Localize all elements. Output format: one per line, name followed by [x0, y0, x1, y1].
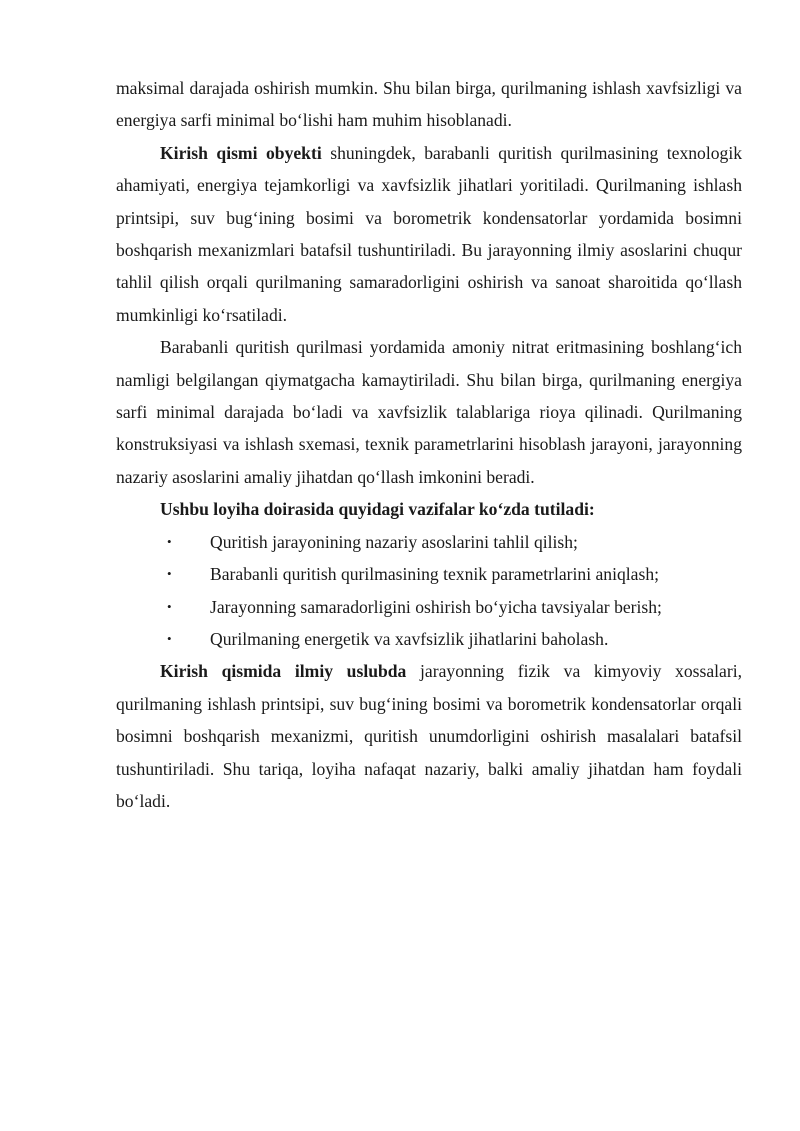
bullet-icon: • [167, 566, 172, 582]
list-item-text: Jarayonning samaradorligini oshirish bo‘yicha tavsiyalar berish; [210, 596, 662, 617]
bullet-icon: • [167, 533, 172, 549]
paragraph-object [116, 137, 742, 331]
paragraph-lead-bold: Kirish qismida ilmiy uslubda [160, 661, 407, 682]
tasks-list [116, 526, 742, 656]
list-item-text: Barabanli quritish qurilmasining texnik parametrlarini aniqlash; [210, 564, 660, 585]
list-item [116, 591, 742, 623]
bullet-icon: • [167, 630, 172, 646]
paragraph-drum-dryer: Barabanli quritish qurilmasi yordamida amoniy nitrat eritmasining boshlang‘ich namligi belgilangan qiymatgacha kamaytiriladi. Shu bilan birga, qurilmaning energiya sarfi minimal darajada bo‘ladi va xavfsizlik talablariga rioya qilinadi. Qurilmaning konstruksiyasi va ishlash sxemasi, texnik parametrlarini hisoblash jarayoni, jarayonning nazariy asoslarini amaliy jihatdan qo‘llash imkonini beradi. [116, 337, 742, 487]
paragraph-continuation: maksimal darajada oshirish mumkin. Shu bilan birga, qurilmaning ishlash xavfsizligi va energiya sarfi minimal bo‘lishi ham muhim hisoblanadi. [116, 78, 742, 131]
list-item [116, 623, 742, 655]
paragraph-scientific-style [116, 655, 742, 817]
paragraph-text: shuningdek, barabanli quritish qurilmasining texnologik ahamiyati, energiya tejamkorligi va xavfsizlik jihatlari yoritiladi. Qurilmaning ishlash printsipi, suv bug‘ining bosimi va borometrik kondensatorlar yordamida bosimni boshqarish mexanizmlari batafsil tushuntiriladi. Bu jarayonning ilmiy asoslarini chuqur tahlil qilish orqali qurilmaning samaradorligini oshirish va sanoat sharoitida qo‘llash mumkinligi ko‘rsatiladi. [116, 142, 743, 325]
tasks-heading: Ushbu loyiha doirasida quyidagi vazifalar ko‘zda tutiladi: [160, 499, 595, 520]
bullet-icon: • [167, 598, 172, 614]
paragraph-text: jarayonning fizik va kimyoviy xossalari, qurilmaning ishlash printsipi, suv bug‘ining bosimi va borometrik kondensatorlar orqali bosimni boshqarish mexanizmi, quritish unumdorligini oshirish masalalari batafsil tushuntiriladi. Shu tariqa, loyiha nafaqat nazariy, balki amaliy jihatdan ham foydali bo‘ladi. [116, 661, 742, 811]
list-item-text: Quritish jarayonining nazariy asoslarini tahlil qilish; [210, 531, 578, 552]
list-item [116, 526, 742, 558]
document-body [116, 72, 742, 817]
list-item-text: Qurilmaning energetik va xavfsizlik jihatlarini baholash. [210, 628, 609, 649]
paragraph-lead-bold: Kirish qismi obyekti [160, 142, 322, 163]
list-item [116, 558, 742, 590]
